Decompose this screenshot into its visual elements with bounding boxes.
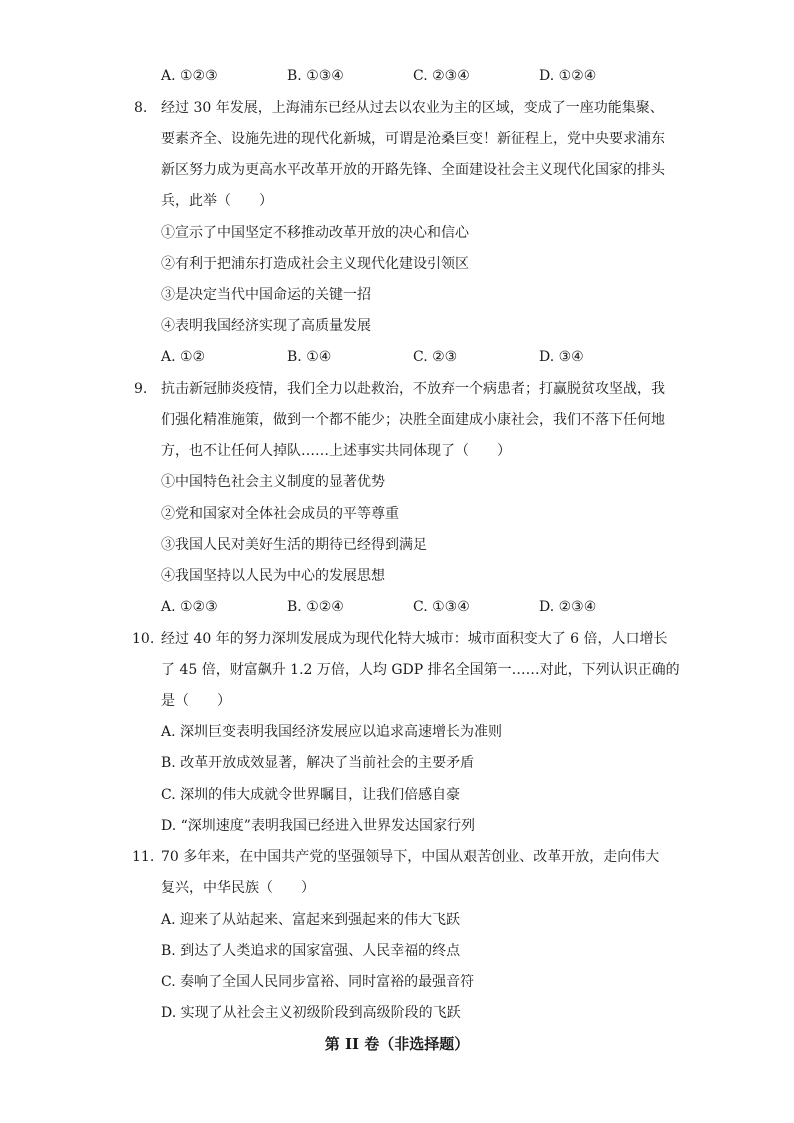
statement: ②有利于把浦东打造成社会主义现代化建设引领区: [161, 256, 469, 272]
option-d: D. ③④: [539, 349, 584, 365]
question-number: 9.: [134, 381, 148, 397]
question-text-line: 经过 30 年发展，上海浦东已经从过去以农业为主的区域，变成了一座功能集聚、: [161, 100, 664, 116]
option-b: B. ①④: [287, 349, 332, 365]
question-text-line: 新区努力成为更高水平改革开放的开路先锋、全面建设社会主义现代化国家的排头: [161, 162, 665, 178]
question-number: 8.: [134, 100, 148, 116]
statement: ③我国人民对美好生活的期待已经得到满足: [161, 537, 427, 553]
question-text-line: 70 多年来，在中国共产党的坚强领导下，中国从艰苦创业、改革开放，走向伟大: [161, 849, 660, 865]
choice-c: C. 奏响了全国人民同步富裕、同时富裕的最强音符: [161, 974, 475, 990]
choice-d: D. “深圳速度”表明我国已经进入世界发达国家行列: [161, 818, 475, 834]
choice-c: C. 深圳的伟大成就令世界瞩目，让我们倍感自豪: [161, 787, 461, 803]
question-number: 11.: [132, 849, 155, 865]
question-text-line: 了 45 倍，财富飙升 1.2 万倍，人均 GDP 排名全国第一……对此，下列认识正确的: [161, 662, 680, 678]
statement: ①宣示了中国坚定不移推动改革开放的决心和信心: [161, 225, 469, 241]
question-text-line: 经过 40 年的努力深圳发展成为现代化特大城市：城市面积变大了 6 倍，人口增长: [161, 631, 668, 647]
option-b: B. ①③④: [287, 68, 344, 84]
section-title: 第 II 卷（非选择题）: [324, 1035, 470, 1053]
statement: ②党和国家对全体社会成员的平等尊重: [161, 506, 399, 522]
choice-a: A. 迎来了从站起来、富起来到强起来的伟大飞跃: [161, 912, 461, 928]
statement: ①中国特色社会主义制度的显著优势: [161, 474, 385, 490]
question-text-line: 兵，此举（ ）: [161, 193, 273, 209]
option-c: C. ②③④: [413, 68, 470, 84]
option-c: C. ②③: [413, 349, 458, 365]
choice-a: A. 深圳巨变表明我国经济发展应以追求高速增长为准则: [161, 724, 503, 740]
question-number: 10.: [132, 631, 155, 647]
statement: ④表明我国经济实现了高质量发展: [161, 318, 371, 334]
question-text-line: 们强化精准施策，做到一个都不能少；决胜全面建成小康社会，我们不落下任何地: [161, 412, 665, 428]
choice-b: B. 改革开放成效显著，解决了当前社会的主要矛盾: [161, 755, 475, 771]
option-b: B. ①②④: [287, 599, 344, 615]
question-text-line: 是（ ）: [161, 693, 231, 709]
question-text-line: 方，也不让任何人掉队……上述事实共同体现了（ ）: [161, 443, 511, 459]
choice-d: D. 实现了从社会主义初级阶段到高级阶段的飞跃: [161, 1005, 461, 1021]
option-a: A. ①②③: [161, 599, 218, 615]
option-a: A. ①②③: [161, 68, 218, 84]
statement: ③是决定当代中国命运的关键一招: [161, 287, 371, 303]
option-a: A. ①②: [161, 349, 206, 365]
choice-b: B. 到达了人类追求的国家富强、人民幸福的终点: [161, 943, 461, 959]
question-text-line: 复兴，中华民族（ ）: [161, 880, 315, 896]
question-text-line: 抗击新冠肺炎疫情，我们全力以赴救治，不放弃一个病患者；打赢脱贫攻坚战，我: [161, 381, 665, 397]
question-text-line: 要素齐全、设施先进的现代化新城，可谓是沧桑巨变！新征程上，党中央要求浦东: [161, 131, 665, 147]
option-d: D. ②③④: [539, 599, 597, 615]
statement: ④我国坚持以人民为中心的发展思想: [161, 568, 385, 584]
option-c: C. ①③④: [413, 599, 470, 615]
option-d: D. ①②④: [539, 68, 597, 84]
